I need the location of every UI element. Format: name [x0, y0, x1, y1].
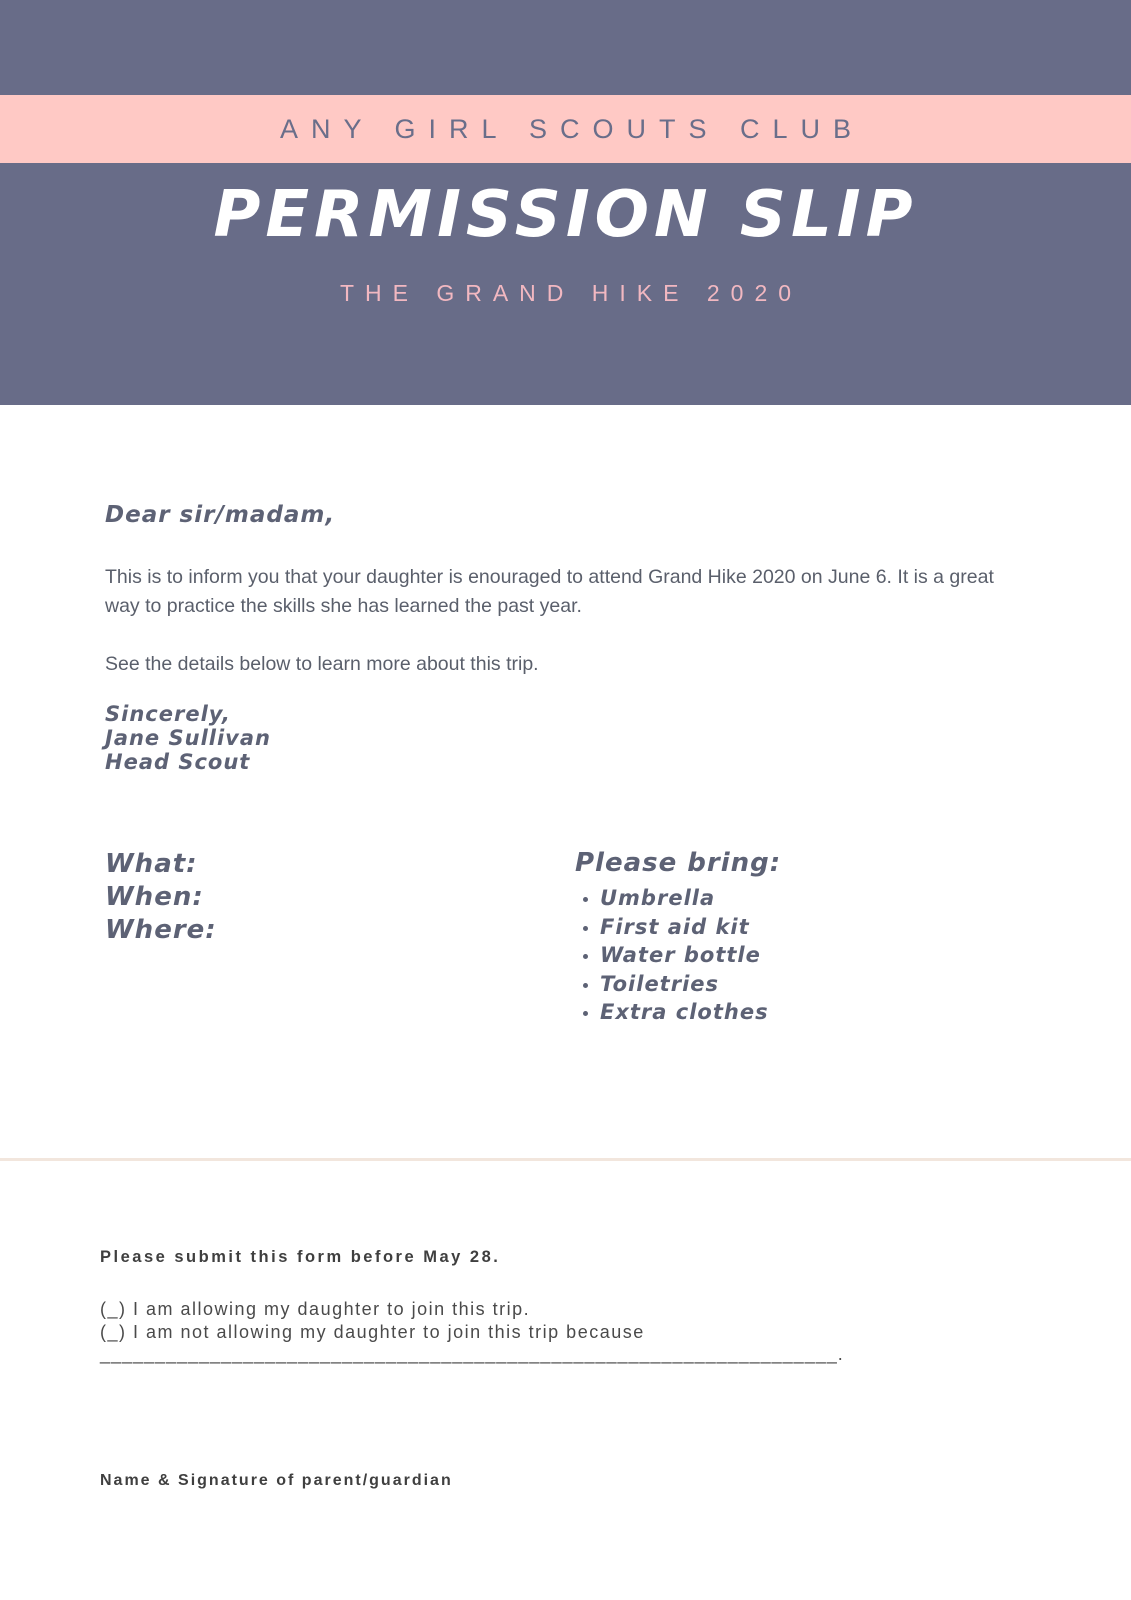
consent-options: [100, 1298, 645, 1344]
please-bring-section: [575, 848, 781, 1027]
bring-item-first-aid-kit: • First aid kit: [600, 913, 781, 942]
letter-signature-name: Jane Sullivan: [105, 726, 271, 750]
club-name-banner: [0, 95, 1131, 163]
signature-label: Name & Signature of parent/guardian: [100, 1472, 453, 1489]
consent-option-allow: (_) I am allowing my daughter to join this trip.: [100, 1299, 531, 1319]
please-bring-heading: Please bring:: [575, 848, 782, 878]
reason-blank-line: ___________________________________________________________________.: [100, 1344, 844, 1364]
label-what: What:: [105, 849, 198, 879]
page-subtitle: THE GRAND HIKE 2020: [339, 280, 803, 306]
header-top-bar: [0, 0, 1131, 95]
label-when: When:: [105, 882, 204, 912]
trip-detail-labels: [105, 848, 217, 947]
letter-closing-block: [105, 702, 271, 774]
letter-paragraph-2: See the details below to learn more about this trip.: [105, 653, 539, 675]
letter-salutation: Dear sir/madam,: [105, 502, 336, 528]
bring-item-extra-clothes: • Extra clothes: [600, 998, 781, 1027]
bring-item-water-bottle: • Water bottle: [600, 941, 781, 970]
bring-item-umbrella: • Umbrella: [600, 884, 781, 913]
submit-deadline: Please submit this form before May 28.: [100, 1248, 501, 1266]
label-where: Where:: [105, 915, 217, 945]
letter-paragraph-1: This is to inform you that your daughter is enouraged to attend Grand Hike 2020 on June 6. It is a great way to practice the skills she has learned the past year.: [105, 566, 994, 617]
letter-closing: Sincerely,: [105, 702, 231, 726]
letter-signature-title: Head Scout: [105, 750, 251, 774]
bring-item-toiletries: • Toiletries: [600, 970, 781, 999]
club-name: ANY GIRL SCOUTS CLUB: [279, 113, 865, 144]
section-divider: [0, 1158, 1131, 1161]
consent-option-disallow: (_) I am not allowing my daughter to join this trip because: [100, 1322, 645, 1342]
please-bring-list: [575, 884, 781, 1027]
page-title: PERMISSION SLIP: [213, 178, 918, 252]
